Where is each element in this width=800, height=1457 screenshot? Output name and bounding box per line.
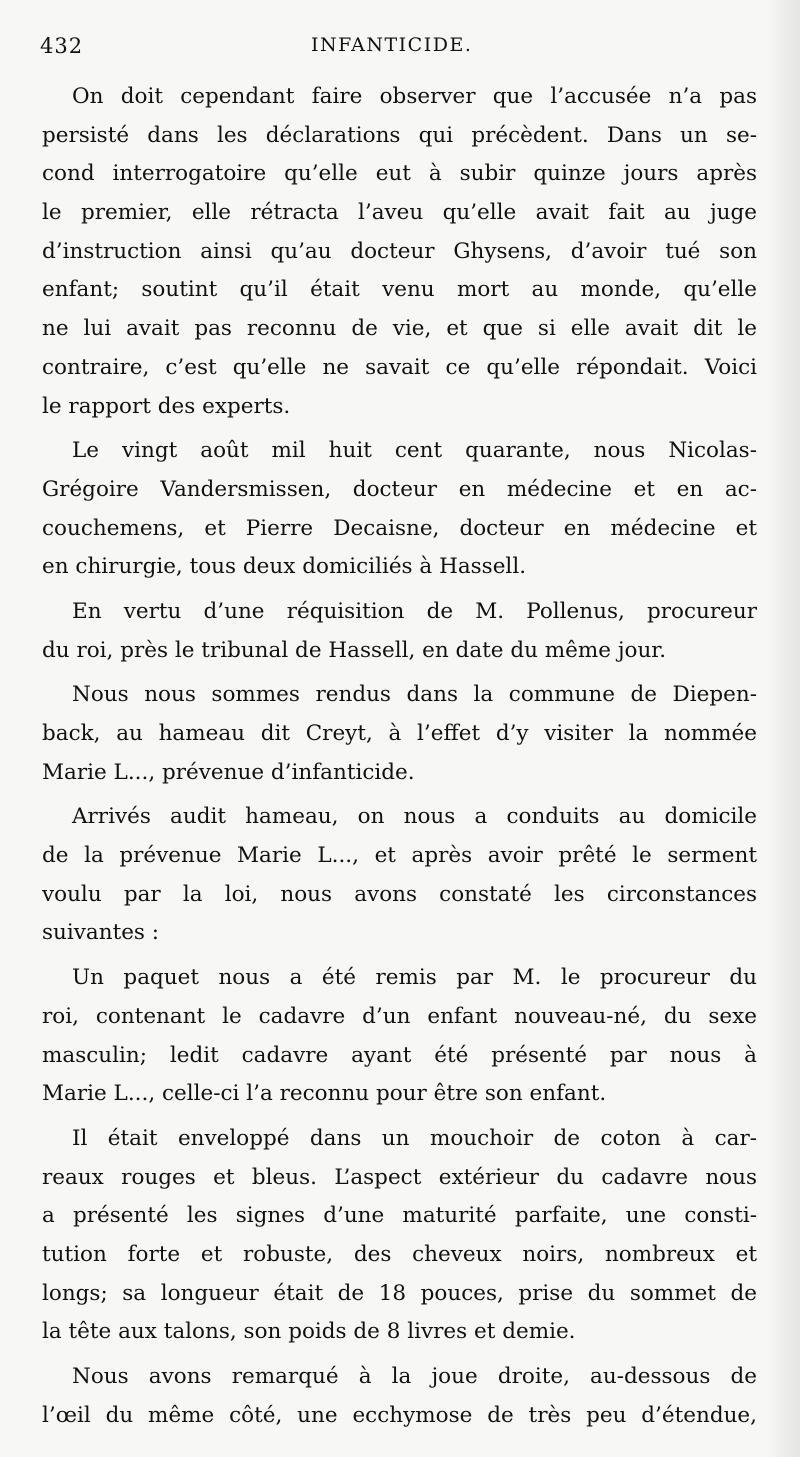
text-line: ne lui avait pas reconnu de vie, et que si elle avait dit le	[42, 316, 757, 342]
text-line: Nous avons remarqué à la joue droite, au-dessous de	[72, 1364, 757, 1389]
text-line: Arrivés audit hameau, on nous a conduits au domicile	[72, 804, 757, 830]
text-line: back, au hameau dit Creyt, à l’effet d’y visiter la nommée	[42, 721, 757, 746]
paragraph-2	[42, 432, 757, 587]
text-line: On doit cependant faire observer que l’accusée n’a pas	[72, 84, 757, 109]
text-line: Marie L..., celle-ci l’a reconnu pour être son enfant.	[42, 1081, 607, 1107]
running-head	[40, 34, 760, 62]
text-line: le rapport des experts.	[42, 393, 291, 419]
text-line: Le vingt août mil huit cent quarante, nous Nicolas-	[72, 438, 757, 464]
text-line: cond interrogatoire qu’elle eut à subir quinze jours après	[42, 161, 757, 187]
text-line: Un paquet nous a été remis par M. le procureur du	[72, 965, 757, 991]
paragraph-7	[42, 1120, 757, 1352]
text-line: du roi, près le tribunal de Hassell, en date du même jour.	[42, 637, 667, 663]
text-line: persisté dans les déclarations qui précèdent. Dans un se-	[42, 122, 757, 148]
text-line: Il était enveloppé dans un mouchoir de coton à car-	[72, 1125, 757, 1151]
page-number: 432	[40, 34, 84, 58]
text-line: de la prévenue Marie L..., et après avoir prêté le serment	[42, 843, 757, 869]
paragraph-3	[42, 593, 757, 670]
paragraph-6	[42, 959, 757, 1114]
paragraph-1	[42, 78, 757, 426]
page-edge-shadow	[766, 0, 800, 1457]
text-line: Grégoire Vandersmissen, docteur en médecine et en ac-	[42, 476, 757, 502]
text-line: la tête aux talons, son poids de 8 livres et demie.	[42, 1319, 576, 1345]
text-line: couchemens, et Pierre Decaisne, docteur en médecine et	[42, 515, 757, 541]
text-line: voulu par la loi, nous avons constaté les circonstances	[42, 881, 757, 907]
text-line: roi, contenant le cadavre d’un enfant nouveau-né, du sexe	[42, 1003, 757, 1029]
text-line: Nous nous sommes rendus dans la commune de Diepen-	[72, 682, 757, 708]
text-line: en chirurgie, tous deux domiciliés à Hassell.	[42, 554, 527, 580]
text-line: l’œil du même côté, une ecchymose de très peu d’étendue,	[42, 1402, 757, 1428]
body-text	[42, 78, 757, 1441]
text-line: Marie L..., prévenue d’infanticide.	[42, 759, 415, 785]
paragraph-4	[42, 676, 757, 792]
text-line: longs; sa longueur était de 18 pouces, prise du sommet de	[42, 1280, 757, 1306]
text-line: le premier, elle rétracta l’aveu qu’elle avait fait au juge	[42, 200, 757, 226]
text-line: suivantes :	[42, 920, 160, 946]
text-line: masculin; ledit cadavre ayant été présenté par nous à	[42, 1042, 757, 1068]
text-line: tution forte et robuste, des cheveux noirs, nombreux et	[42, 1241, 757, 1267]
text-line: contraire, c’est qu’elle ne savait ce qu’elle répondait. Voici	[42, 354, 757, 380]
paragraph-8	[42, 1358, 757, 1435]
text-line: a présenté les signes d’une maturité parfaite, une consti-	[42, 1203, 757, 1229]
text-line: En vertu d’une réquisition de M. Pollenus, procureur	[72, 598, 757, 624]
text-line: enfant; soutint qu’il était venu mort au monde, qu’elle	[42, 277, 757, 303]
text-line: reaux rouges et bleus. L’aspect extérieur du cadavre nous	[42, 1164, 757, 1190]
text-line: d’instruction ainsi qu’au docteur Ghysens, d’avoir tué son	[42, 238, 757, 264]
paragraph-5	[42, 798, 757, 953]
running-title: INFANTICIDE.	[311, 34, 473, 56]
